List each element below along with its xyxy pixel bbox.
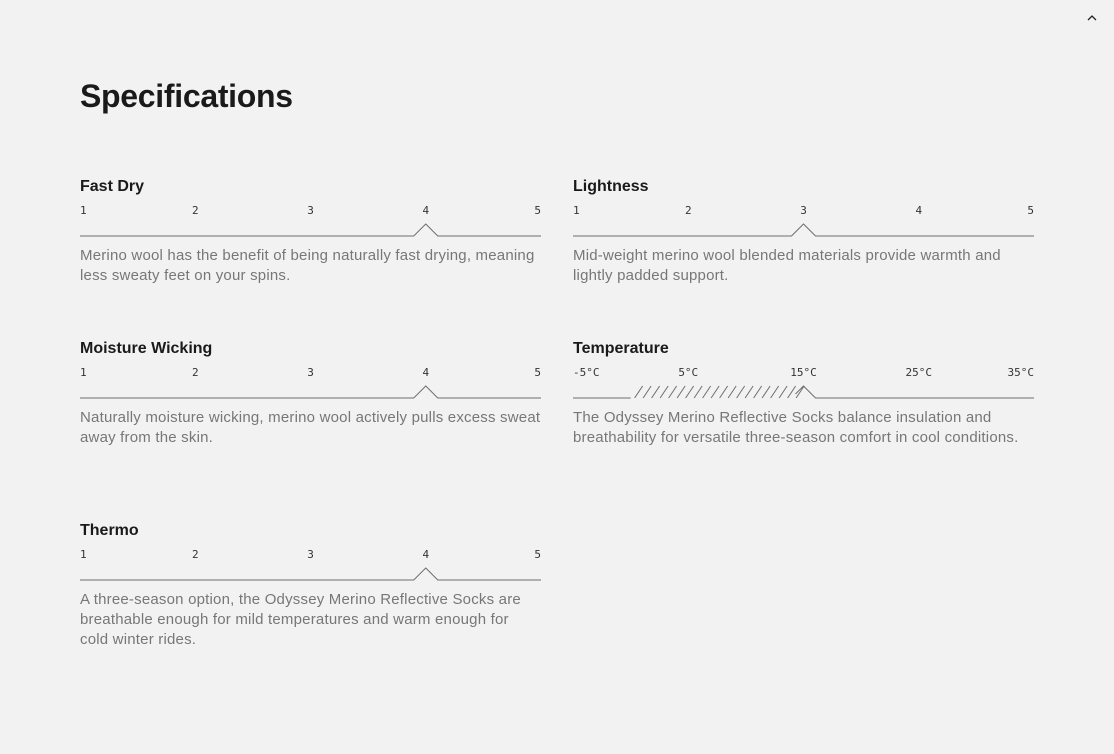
scale-tick-label: -5°C <box>573 366 600 379</box>
spec-description: Mid-weight merino wool blended materials provide warmth and lightly padded support. <box>573 247 1001 284</box>
scale-tick-label: 5 <box>534 204 541 217</box>
spec-title: Fast Dry <box>80 178 145 195</box>
range-hatch <box>686 386 694 398</box>
scale-tick-label: 4 <box>422 204 430 217</box>
spec-title: Moisture Wicking <box>80 340 213 357</box>
spec-description: Naturally moisture wicking, merino wool actively pulls excess sweat away from the skin. <box>80 409 541 446</box>
range-hatch <box>788 386 796 398</box>
scale-tick-label: 5 <box>1027 204 1034 217</box>
rating-scale <box>573 204 1034 234</box>
range-hatch <box>711 386 719 398</box>
spec-title: Lightness <box>573 178 649 195</box>
scale-tick-label: 3 <box>307 204 314 217</box>
spec-description: Merino wool has the benefit of being naturally fast drying, meaning less sweaty feet on your spins. <box>80 247 535 284</box>
rating-indicator <box>80 568 541 580</box>
chevron-up-icon[interactable] <box>1084 10 1100 26</box>
scale-tick-label: 15°C <box>790 366 817 379</box>
range-hatch <box>779 386 787 398</box>
scale-tick-label: 2 <box>191 204 199 217</box>
scale-tick-label: 4 <box>422 548 430 561</box>
scale-tick-label: 5 <box>534 548 541 561</box>
range-hatch <box>643 386 651 398</box>
rating-track <box>80 220 541 234</box>
spec-temperature <box>573 340 1034 448</box>
spec-description: A three-season option, the Odyssey Merino Reflective Socks are breathable enough for mild temperatures and warm enough for cold winter rides. <box>80 591 521 648</box>
rating-scale <box>80 204 541 234</box>
spec-title: Temperature <box>573 340 669 357</box>
rating-scale <box>80 548 541 578</box>
scale-tick-label: 4 <box>422 366 430 379</box>
scale-tick-label: 1 <box>80 548 87 561</box>
spec-fast-dry <box>80 178 541 286</box>
scale-tick-label: 4 <box>915 204 923 217</box>
rating-track <box>573 382 1034 396</box>
range-hatch <box>703 386 711 398</box>
rating-scale <box>80 366 541 396</box>
scale-tick-label: 2 <box>191 548 199 561</box>
spec-title: Thermo <box>80 522 139 539</box>
scale-tick-label: 2 <box>684 204 692 217</box>
spec-description: The Odyssey Merino Reflective Socks balance insulation and breathability for versatile three-season comfort in cool conditions. <box>573 409 1019 446</box>
rating-indicator <box>80 386 541 398</box>
spec-moisture-wicking <box>80 340 541 448</box>
page-title: Specifications <box>80 78 293 114</box>
range-hatch <box>754 386 762 398</box>
rating-track <box>573 220 1034 234</box>
scale-tick-label: 2 <box>191 366 199 379</box>
rating-track <box>80 382 541 396</box>
range-hatch <box>745 386 753 398</box>
rating-scale <box>573 366 1034 396</box>
range-hatch <box>677 386 685 398</box>
range-hatch <box>669 386 677 398</box>
scale-tick-label: 35°C <box>1007 366 1034 379</box>
rating-indicator <box>80 224 541 236</box>
range-hatch <box>635 386 643 398</box>
range-hatch <box>694 386 702 398</box>
range-hatch <box>771 386 779 398</box>
scale-tick-label: 3 <box>800 204 807 217</box>
scale-tick-label: 3 <box>307 548 314 561</box>
spec-lightness <box>573 178 1034 286</box>
scale-tick-label: 1 <box>80 204 87 217</box>
scale-tick-label: 3 <box>307 366 314 379</box>
rating-indicator <box>573 224 1034 236</box>
scale-tick-label: 1 <box>80 366 87 379</box>
range-hatch <box>762 386 770 398</box>
range-hatch <box>660 386 668 398</box>
scale-tick-label: 5 <box>534 366 541 379</box>
range-hatch <box>728 386 736 398</box>
range-hatch <box>720 386 728 398</box>
range-hatch <box>737 386 745 398</box>
rating-track <box>80 564 541 578</box>
scale-tick-label: 1 <box>573 204 580 217</box>
range-hatch <box>652 386 660 398</box>
scale-tick-label: 5°C <box>678 366 699 379</box>
spec-thermo <box>80 522 541 650</box>
scale-tick-label: 25°C <box>905 366 932 379</box>
